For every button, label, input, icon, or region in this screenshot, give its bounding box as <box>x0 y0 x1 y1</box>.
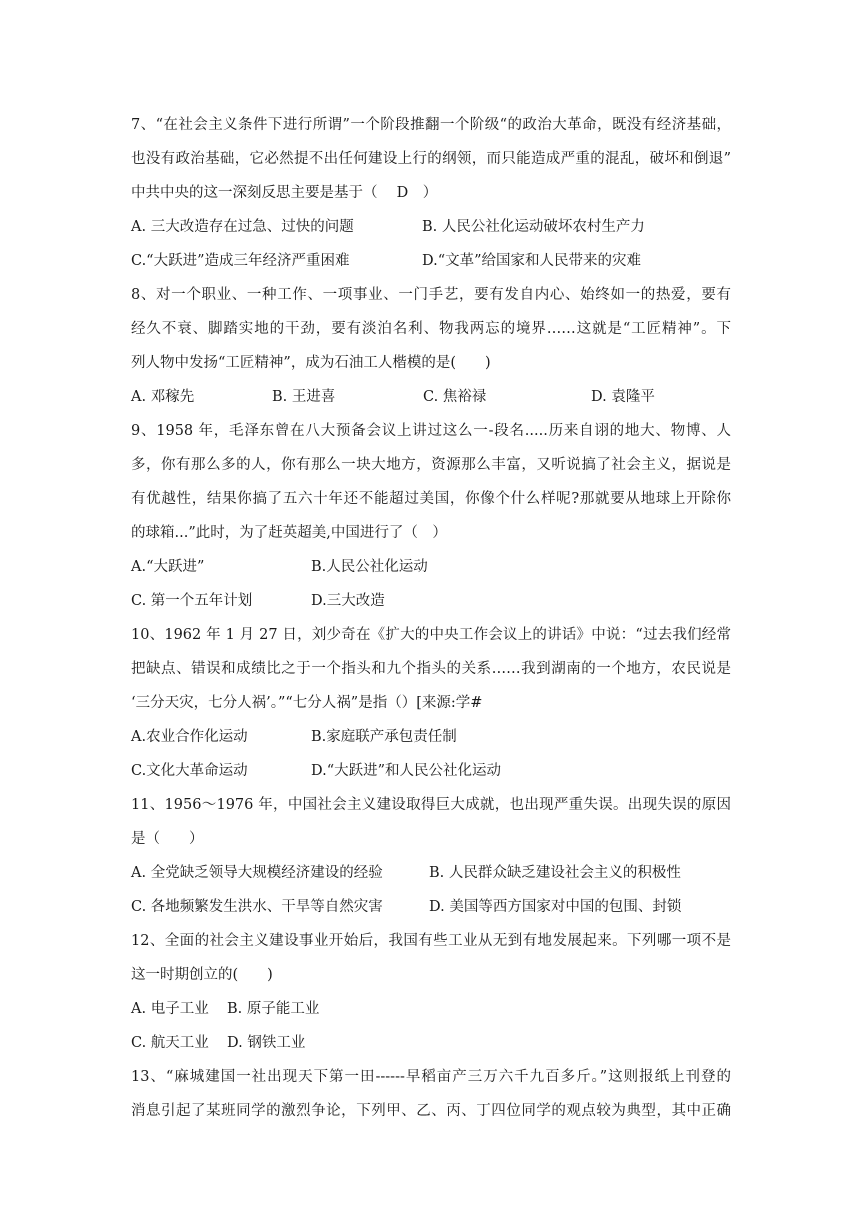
question-stem-line: 经久不衰、脚踏实地的干劲，要有淡泊名利、物我两忘的境界……这就是“工匠精神”。下 <box>131 321 731 337</box>
question-stem-line: 列人物中发扬“工匠精神”，成为石油工人楷模的是( ) <box>131 355 491 371</box>
option-d: D.“文革”给国家和人民带来的灾难 <box>422 253 642 269</box>
question-stem-line: 9、1958 年，毛泽东曾在八大预备会议上讲过这么一-段名.....历来自诩的地大、物博、人 <box>131 423 731 439</box>
question-stem-line: 也没有政治基础，它必然提不出任何建设上行的纲领，而只能造成严重的混乱，破坏和倒退” <box>131 151 731 167</box>
option-b: B. 人民公社化运动破坏农村生产力 <box>422 219 645 235</box>
option-d: D. 袁隆平 <box>591 389 655 405</box>
option-c: C. 第一个五年计划 <box>131 593 253 609</box>
question-stem-line: 多，你有那么多的人，你有那么一块大地方，资源那么丰富，又听说搞了社会主义，据说是 <box>131 457 731 473</box>
option-row <box>131 856 731 890</box>
option-row <box>131 1026 731 1060</box>
question-stem-line: 消息引起了某班同学的激烈争论，下列甲、乙、丙、丁四位同学的观点较为典型，其中正确 <box>131 1103 731 1119</box>
question-12 <box>131 924 731 1060</box>
question-stem-line: ‘三分天灾，七分人祸’。”“七分人祸”是指（）[来源:学# <box>131 695 483 711</box>
option-row <box>131 720 731 754</box>
question-stem-line: 有优越性，结果你搞了五六十年还不能超过美国，你像个什么样呢?那就要从地球上开除你 <box>131 491 731 507</box>
option-b: B. 原子能工业 <box>227 1001 320 1017</box>
option-b: B.人民公社化运动 <box>311 559 428 575</box>
option-c: C.文化大革命运动 <box>131 763 248 779</box>
question-8 <box>131 278 731 414</box>
question-10 <box>131 618 731 788</box>
option-b: B.家庭联产承包责任制 <box>311 729 457 745</box>
question-13 <box>131 1060 731 1128</box>
question-stem-line: 这一时期创立的( ) <box>131 967 273 983</box>
question-stem-line: 12、全面的社会主义建设事业开始后，我国有些工业从无到有地发展起来。下列哪一项不是 <box>131 933 731 949</box>
option-b: B. 王进喜 <box>272 389 336 405</box>
option-c: C. 焦裕禄 <box>423 389 487 405</box>
option-c: C.“大跃进”造成三年经济严重困难 <box>131 253 350 269</box>
option-d: D.三大改造 <box>311 593 385 609</box>
option-row <box>131 380 731 414</box>
option-d: D. 钢铁工业 <box>227 1035 306 1051</box>
option-row <box>131 210 731 244</box>
question-stem-line: 是（ ） <box>131 831 204 847</box>
question-stem-line: 8、对一个职业、一种工作、一项事业、一门手艺，要有发自内心、始终如一的热爱，要有 <box>131 287 731 303</box>
question-9 <box>131 414 731 618</box>
option-a: A. 三大改造存在过急、过快的问题 <box>131 219 354 235</box>
option-a: A. 邓稼先 <box>131 389 195 405</box>
question-stem-line: 11、1956～1976 年，中国社会主义建设取得巨大成就，也出现严重失误。出现失误的原因 <box>131 797 731 813</box>
option-row <box>131 890 731 924</box>
option-row <box>131 550 731 584</box>
question-11 <box>131 788 731 924</box>
option-c: C. 各地频繁发生洪水、干旱等自然灾害 <box>131 899 383 915</box>
question-stem-line: 的球箱...”此时，为了赶英超美,中国进行了（ ） <box>131 525 447 541</box>
option-a: A.农业合作化运动 <box>131 729 248 745</box>
document-page <box>131 108 731 1128</box>
question-stem-line: 7、“在社会主义条件下进行所谓”一个阶段推翻一个阶级“的政治大革命，既没有经济基础， <box>131 117 731 133</box>
question-stem-line: 13、“麻城建国一社出现天下第一田------早稻亩产三万六千九百多斤。”这则报纸上刊登的 <box>131 1069 731 1085</box>
option-d: D.“大跃进”和人民公社化运动 <box>311 763 502 779</box>
option-d: D. 美国等西方国家对中国的包围、封锁 <box>429 899 682 915</box>
option-row <box>131 754 731 788</box>
option-row <box>131 244 731 278</box>
option-a: A. 全党缺乏领导大规模经济建设的经验 <box>131 865 383 881</box>
option-c: C. 航天工业 <box>131 1035 209 1051</box>
option-b: B. 人民群众缺乏建设社会主义的积极性 <box>429 865 681 881</box>
question-7 <box>131 108 731 278</box>
option-a: A. 电子工业 <box>131 1001 209 1017</box>
question-stem-line: 把缺点、错误和成绩比之于一个指头和九个指头的关系……我到湖南的一个地方，农民说是 <box>131 661 731 677</box>
question-stem-line: 10、1962 年 1 月 27 日，刘少奇在《扩大的中央工作会议上的讲话》中说：“过去我们经常 <box>131 627 731 643</box>
option-row <box>131 584 731 618</box>
option-a: A.“大跃进” <box>131 559 205 575</box>
option-row <box>131 992 731 1026</box>
question-stem-line: 中共中央的这一深刻反思主要是基于（ D ） <box>131 185 438 201</box>
